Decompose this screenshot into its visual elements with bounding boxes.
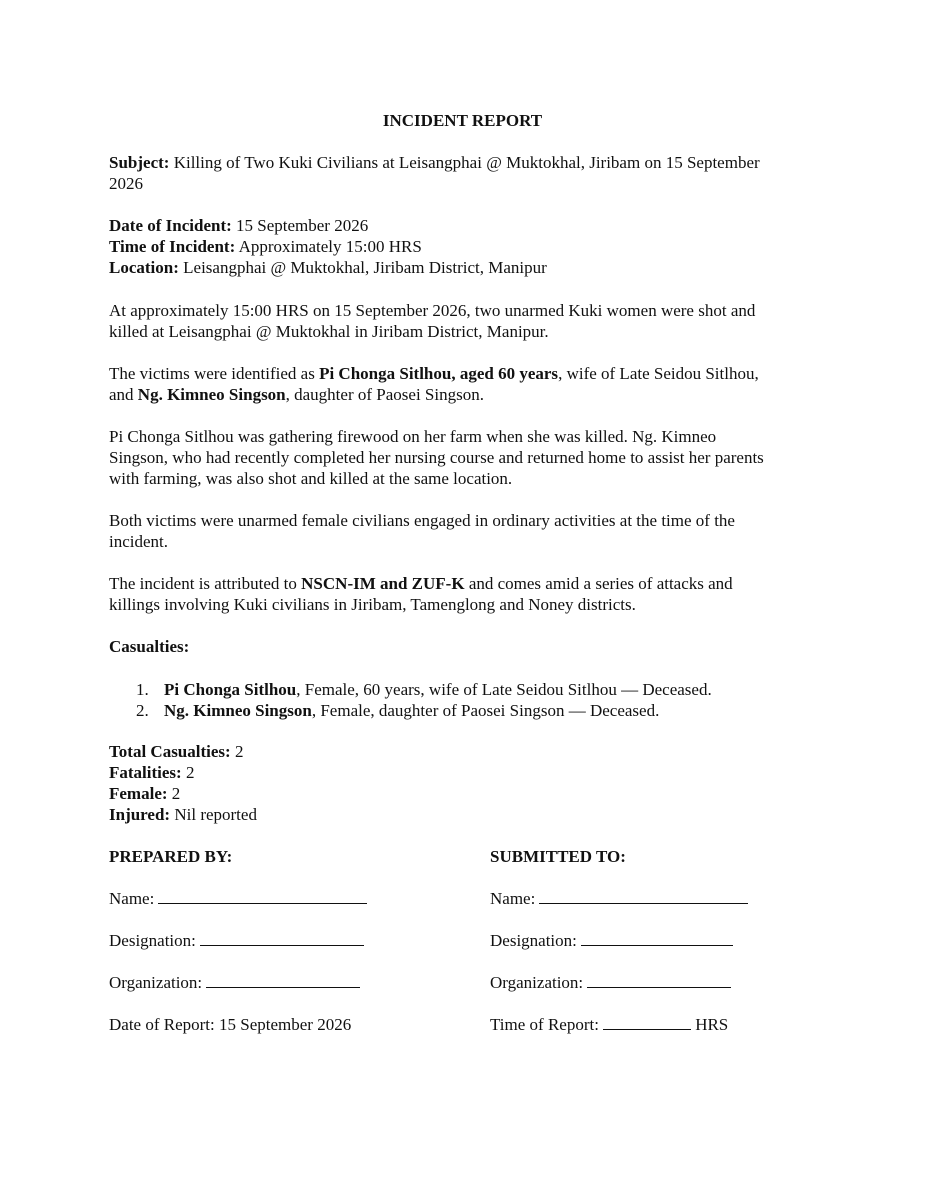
name-field[interactable] — [158, 889, 367, 904]
attributed-groups: NSCN-IM and ZUF-K — [301, 574, 465, 593]
time-value: Approximately 15:00 HRS — [238, 237, 422, 256]
prepared-by-heading: PREPARED BY: — [109, 847, 233, 866]
time-of-report-label: Time of Report: — [490, 1015, 599, 1034]
time-of-report-suffix: HRS — [695, 1015, 729, 1034]
location-value: Leisangphai @ Muktokhal, Jiribam District, Manipur — [183, 258, 547, 277]
date-label: Date of Incident: — [109, 216, 232, 235]
paragraph-circumstances — [109, 426, 821, 489]
fatalities — [109, 762, 821, 783]
female-count — [109, 783, 821, 804]
casualties-heading — [109, 636, 821, 657]
submitted-to-section — [490, 846, 820, 1034]
list-number: 1. — [136, 680, 149, 699]
time-of-report-field[interactable] — [603, 1015, 691, 1030]
incident-time — [109, 236, 821, 257]
text-span: The incident is attributed to — [109, 574, 302, 593]
injured-value: Nil reported — [170, 805, 257, 824]
organization-label: Organization: — [490, 973, 584, 992]
paragraph-attribution — [109, 573, 821, 615]
paragraph-line — [109, 573, 821, 594]
paragraph-victims — [109, 363, 821, 405]
incident-details — [109, 215, 821, 278]
injured — [109, 804, 821, 825]
list-item — [109, 679, 821, 700]
text-span: and comes amid a series of attacks and — [464, 574, 733, 593]
report-title: INCIDENT REPORT — [382, 111, 543, 130]
name-label: Name: — [490, 889, 536, 908]
victim-1-name: Pi Chonga Sitlhou, aged 60 years — [319, 364, 559, 383]
list-item — [109, 700, 821, 721]
subject-label: Subject: — [109, 153, 170, 172]
casualties-list — [109, 679, 821, 721]
subject-text: Killing of Two Kuki Civilians at Leisangphai @ Muktokhal, Jiribam on 15 September — [173, 153, 760, 172]
location-label: Location: — [109, 258, 179, 277]
prepared-designation-row — [109, 930, 364, 951]
subject-line-2: 2026 — [109, 174, 143, 193]
subject-line — [109, 152, 821, 173]
organization-field[interactable] — [206, 973, 360, 988]
casualty-details: , Female, 60 years, wife of Late Seidou Sitlhou — Deceased. — [296, 680, 712, 699]
female-label: Female: — [109, 784, 168, 803]
text-span: and — [109, 385, 138, 404]
text-span: , daughter of Paosei Singson. — [285, 385, 484, 404]
female-value: 2 — [167, 784, 181, 803]
total-casualties — [109, 741, 821, 762]
submitted-designation-row — [490, 930, 733, 951]
paragraph-line: At approximately 15:00 HRS on 15 September 2026, two unarmed Kuki women were shot and — [109, 301, 756, 320]
paragraph-line: Singson, who had recently completed her nursing course and returned home to assist her parents — [109, 448, 764, 467]
prepared-organization-row — [109, 972, 360, 993]
name-field[interactable] — [539, 889, 748, 904]
organization-label: Organization: — [109, 973, 203, 992]
paragraph-line: killed at Leisangphai @ Muktokhal in Jiribam District, Manipur. — [109, 322, 549, 341]
designation-label: Designation: — [490, 931, 577, 950]
submitted-organization-row — [490, 972, 731, 993]
paragraph-line: Both victims were unarmed female civilians engaged in ordinary activities at the time of the — [109, 511, 735, 530]
submitted-to-heading: SUBMITTED TO: — [490, 847, 626, 866]
paragraph-summary — [109, 300, 821, 342]
name-label: Name: — [109, 889, 155, 908]
date-of-report: Date of Report: 15 September 2026 — [109, 1015, 352, 1034]
casualties-heading-text: Casualties: — [109, 637, 190, 656]
time-label: Time of Incident: — [109, 237, 236, 256]
victim-2-name: Ng. Kimneo Singson — [137, 385, 286, 404]
submitted-name-row — [490, 888, 748, 909]
incident-date — [109, 215, 821, 236]
date-value: 15 September 2026 — [236, 216, 369, 235]
paragraph-civilians — [109, 510, 821, 552]
paragraph-line: killings involving Kuki civilians in Jiribam, Tamenglong and Noney districts. — [109, 595, 636, 614]
injured-label: Injured: — [109, 805, 171, 824]
designation-field[interactable] — [581, 931, 733, 946]
total-label: Total Casualties: — [109, 742, 231, 761]
paragraph-line: with farming, was also shot and killed at the same location. — [109, 469, 513, 488]
casualty-name: Ng. Kimneo Singson — [164, 701, 312, 720]
designation-label: Designation: — [109, 931, 196, 950]
paragraph-line: Pi Chonga Sitlhou was gathering firewood on her farm when she was killed. Ng. Kimneo — [109, 427, 717, 446]
fatalities-label: Fatalities: — [109, 763, 182, 782]
text-span: The victims were identified as — [109, 364, 320, 383]
paragraph-line — [109, 363, 821, 384]
fatalities-value: 2 — [181, 763, 195, 782]
incident-location — [109, 257, 821, 278]
list-number: 2. — [136, 701, 149, 720]
prepared-by-section — [109, 846, 469, 1034]
casualty-details: , Female, daughter of Paosei Singson — Deceased. — [311, 701, 660, 720]
prepared-name-row — [109, 888, 367, 909]
text-span: , wife of Late Seidou Sitlhou, — [558, 364, 759, 383]
casualty-name: Pi Chonga Sitlhou — [164, 680, 297, 699]
time-of-report-row — [490, 1014, 728, 1035]
casualty-summary — [109, 741, 821, 825]
paragraph-line: incident. — [109, 532, 169, 551]
designation-field[interactable] — [200, 931, 364, 946]
total-value: 2 — [230, 742, 244, 761]
subject-block — [109, 152, 821, 194]
organization-field[interactable] — [587, 973, 731, 988]
paragraph-line — [109, 384, 821, 405]
